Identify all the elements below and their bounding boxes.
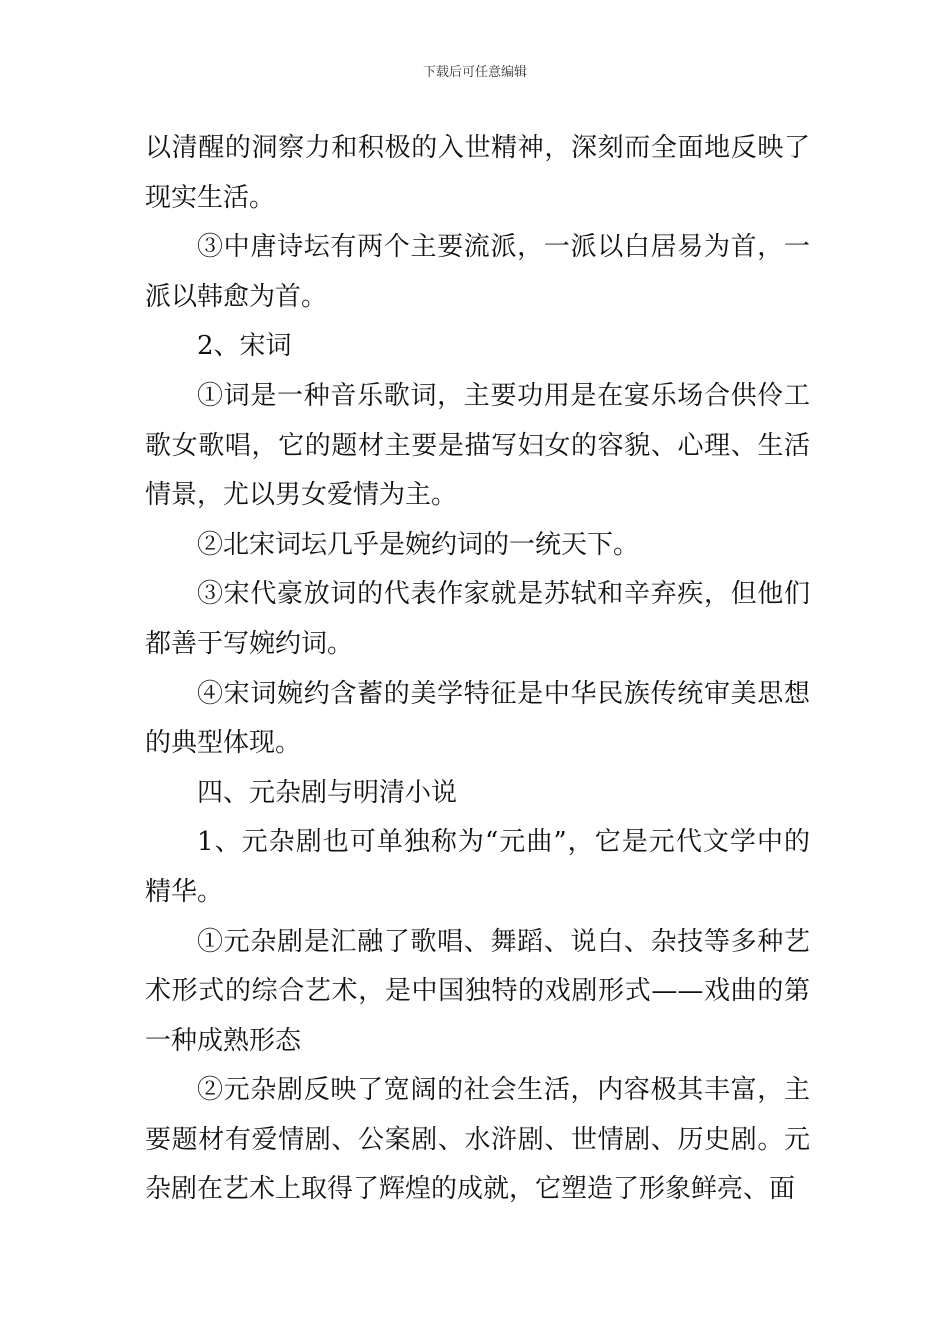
section-heading: 2、宋词 (197, 331, 292, 362)
paragraph: ①元杂剧是汇融了歌唱、舞蹈、说白、杂技等多种艺术形式的综合艺术，是中国独特的戏剧形式——戏曲的第一种成熟形态 (145, 926, 810, 1056)
paragraph: ③宋代豪放词的代表作家就是苏轼和辛弃疾，但他们都善于写婉约词。 (145, 579, 810, 659)
document-body (145, 124, 810, 1215)
paragraph: ③中唐诗坛有两个主要流派，一派以白居易为首，一派以韩愈为首。 (145, 232, 810, 312)
paragraph: ①词是一种音乐歌词，主要功用是在宴乐场合供伶工歌女歌唱，它的题材主要是描写妇女的容貌、心理、生活情景，尤以男女爱情为主。 (145, 380, 810, 511)
paragraph: ②北宋词坛几乎是婉约词的一统天下。 (197, 529, 640, 560)
paragraph: ②元杂剧反映了宽阔的社会生活，内容极其丰富，主要题材有爱情剧、公案剧、水浒剧、世情剧、历史剧。元杂剧在艺术上取得了辉煌的成就，它塑造了形象鲜亮、面 (145, 1075, 810, 1205)
page-header: 下载后可任意编辑 (422, 65, 527, 80)
paragraph: ④宋词婉约含蓄的美学特征是中华民族传统审美思想的典型体现。 (145, 678, 810, 759)
paragraph: 以清醒的洞察力和积极的入世精神，深刻而全面地反映了现实生活。 (145, 133, 810, 213)
paragraph: 1、元杂剧也可单独称为“元曲”，它是元代文学中的精华。 (145, 827, 810, 907)
chapter-heading: 四、元杂剧与明清小说 (197, 777, 458, 808)
